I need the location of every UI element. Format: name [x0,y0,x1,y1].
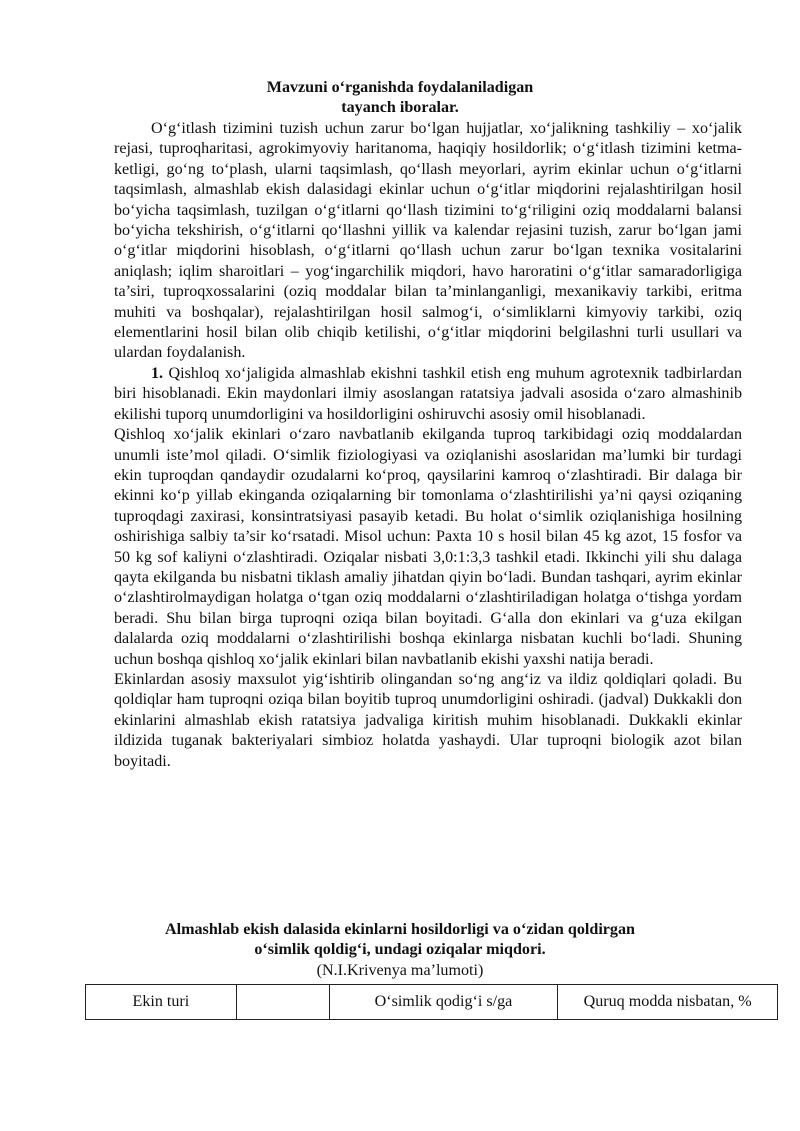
section-heading [100,78,700,119]
paragraph-numbered-1 [114,364,742,425]
section-heading-line2: tayanch iboralar. [341,99,459,117]
residue-table [85,984,778,1020]
table-header-cell: O‘simlik qodig‘i s/ga [329,985,558,1020]
section-heading-line1: Mavzuni o‘rganishda foydalaniladigan [266,79,534,96]
paragraph-nutrient-uptake: Qishloq xo‘jalik ekinlari o‘zaro navbatlanib ekilganda tuproq tarkibidagi oziq moddalardan unumli iste’mol qiladi. O‘simlik fiziologiyasi va oziqlanishi asoslaridan ma’lumki bir turdagi ekin tuproqdan qandaydir ozudalarni ko‘proq, qaysilarini kamroq o‘zlashtiradi. Bir dalaga bir ekinni ko‘p yillab ekinganda oziqalarning bir tomonlama o‘zlashtirilishi ya’ni qaysi oziqaning tuproqdagi zaxirasi, konsintratsiyasi pasayib ketadi. Bu holat o‘simlik oziqlanishiga hosilning oshirishiga salbiy ta’sir ko‘rsatadi. Misol uchun: Paxta 10 s hosil bilan 45 kg azot, 15 fosfor va 50 kg sof kaliyni o‘zlashtiradi. Oziqalar nisbati 3,0:1:3,3 tashkil etadi. Ikkinchi yili shu dalaga qayta ekilganda bu nisbatni tiklash amaliy jihatdan qiyin bo‘ladi. Bundan tashqari, ayrim ekinlar o‘zlashtirolmaydigan holatga o‘tgan oziq moddalarni o‘zlashtiriladigan holatga o‘tishga yordam beradi. Shu bilan birga tuproqni oziqa bilan boyitadi. G‘alla don ekinlari va g‘uza ekilgan dalalarda oziq moddalarni o‘zlashtirilishi boshqa ekinlarga nisbatan kuchli bo‘ladi. Shuning uchun boshqa qishloq xo‘jalik ekinlari bilan navbatlanib ekishi yaxshi natija beradi. [114,426,742,668]
body-text [114,119,742,772]
paragraph-numbered-1-text: Qishloq xo‘jaligida almashlab ekishni tashkil etish eng muhum agrotexnik tadbirlardan biri hisoblanadi. Ekin maydonlari ilmiy asoslangan ratatsiya jadvali asosida o‘zaro almashinib ekilishi tuporq unumdorligini va hosildorligini oshiruvchi asosiy omil hisoblanadi. [114,364,742,423]
table-header-cell [236,985,329,1020]
table-header-cell: Quruq modda nisbatan, % [558,985,778,1020]
paragraph-crop-residues: Ekinlardan asosiy maxsulot yig‘ishtirib olingandan so‘ng ang‘iz va ildiz qoldiqlari qoladi. Bu qoldiqlar ham tuproqni oziqa bilan boyitib tuproq unumdorligini oshiradi. (jadval) Dukkakli don ekinlarini almashlab ekish ratatsiya jadvaliga kiritish muhim hisoblanadi. Dukkakli ekinlar ildizida tuganak bakteriyalari simbioz holatda yashaydi. Ular tuproqni biologik azot bilan boyitadi. [114,670,742,770]
table-header-row [86,985,778,1020]
table-title-line2: o‘simlik qoldig‘i, undagi oziqalar miqdori. [254,941,546,959]
table-header-cell: Ekin turi [86,985,237,1020]
table-title [100,920,700,961]
source-note: (N.I.Krivenya ma’lumoti) [316,962,484,979]
item-number: 1. [151,364,164,382]
paragraph-key-terms: O‘g‘itlash tizimini tuzish uchun zarur bo‘lgan hujjatlar, xo‘jalikning tashkiliy – xo‘jalik rejasi, tuproqharitasi, agrokimyoviy haritanoma, haqiqiy hosildorlik; o‘g‘itlash tizimini ketma-ketligi, go‘ng to‘plash, ularni taqsimlash, qo‘llash meyorlari, ayrim ekinlar uchun o‘g‘itlarni taqsimlash, almashlab ekish dalasidagi ekinlar uchun o‘g‘itlar miqdorini rejalashtirilgan hosil bo‘yicha taqsimlash, tuzilgan o‘g‘itlarni qo‘llash tizimini to‘g‘riligini oziq moddalarni balansi bo‘yicha tekshirish, o‘g‘itlarni qo‘llashni yillik va kalendar rejasini tuzish, zarur bo‘lgan jami o‘g‘itlar miqdorini hisoblash, o‘g‘itlarni qo‘llash uchun zarur bo‘lgan texnika vositalarini aniqlash; iqlim sharoitlari – yog‘ingarchilik miqdori, havo haroratini o‘g‘itlar samaradorligiga ta’siri, tuproqxossalarini (oziq moddalar bilan ta’minlanganligi, mexanikaviy tarkibi, eritma muhiti va boshqalar), rejalashtirilgan hosil salmog‘i, o‘simliklarni kimyoviy tarkibi, oziq elementlarini hosil bilan olib chiqib ketilishi, o‘g‘itlar miqdorini belgilashni turli usullari va ulardan foydalanish. [114,120,742,362]
table-title-line1: Almashlab ekish dalasida ekinlarni hosildorligi va o‘zidan qoldirgan [165,921,635,938]
